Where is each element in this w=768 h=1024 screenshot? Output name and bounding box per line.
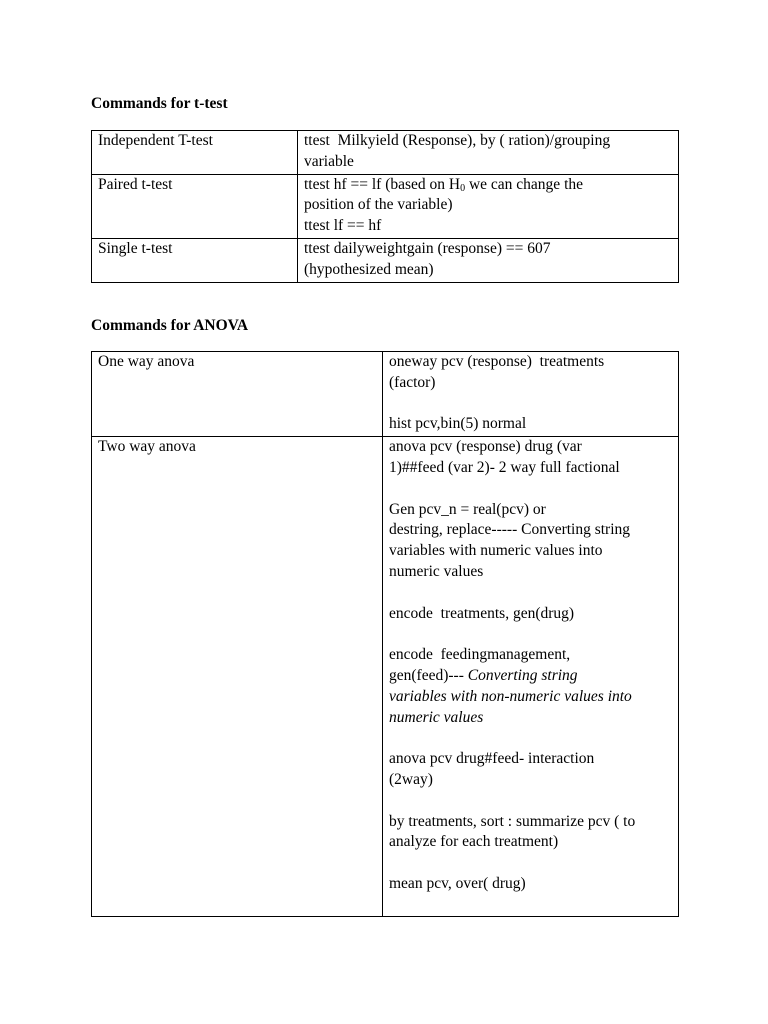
command-line: numeric values — [389, 562, 484, 580]
command-line: (hypothesized mean) — [304, 260, 434, 278]
command-line: by treatments, sort : summarize pcv ( to — [389, 812, 636, 830]
command-line: (2way) — [389, 770, 433, 788]
command-cell — [298, 131, 679, 175]
row-label: One way anova — [92, 352, 383, 437]
command-cell — [298, 238, 679, 282]
command-line: Gen pcv_n = real(pcv) or — [389, 500, 546, 518]
command-line: anova pcv drug#feed- interaction — [389, 750, 595, 768]
italic-note: Converting string — [467, 666, 578, 684]
command-line: hist pcv,bin(5) normal — [389, 415, 527, 433]
subscript-zero: 0 — [460, 182, 466, 194]
command-cell — [383, 437, 679, 917]
ttest-table — [91, 130, 679, 283]
table-row — [92, 352, 679, 437]
anova-table — [91, 351, 679, 917]
table-row — [92, 437, 679, 917]
command-line: analyze for each treatment) — [389, 833, 559, 851]
command-line: encode feedingmanagement, — [389, 646, 571, 664]
command-line: anova pcv (response) drug (var — [389, 438, 582, 456]
blank-line — [389, 624, 672, 645]
command-line: mean pcv, over( drug) — [389, 874, 526, 892]
command-line: destring, replace----- Converting string — [389, 521, 631, 539]
command-line: variables with numeric values into — [389, 542, 603, 560]
italic-note: numeric values — [389, 708, 484, 726]
command-line: position of the variable) — [304, 196, 453, 214]
blank-line — [389, 479, 672, 500]
row-label: Independent T-test — [92, 131, 298, 175]
row-label: Single t-test — [92, 238, 298, 282]
ttest-heading: Commands for t-test — [91, 95, 228, 112]
row-label: Two way anova — [92, 437, 383, 917]
command-line: (factor) — [389, 373, 436, 391]
row-label: Paired t-test — [92, 174, 298, 238]
command-text: gen(feed)--- — [389, 666, 468, 684]
blank-line — [389, 583, 672, 604]
command-text: ttest hf == lf (based on H — [304, 175, 461, 193]
table-row — [92, 238, 679, 282]
italic-note: variables with non-numeric values into — [389, 687, 632, 705]
command-line — [389, 666, 672, 687]
blank-line — [389, 728, 672, 749]
blank-line — [389, 791, 672, 812]
command-line: 1)##feed (var 2)- 2 way full factional — [389, 458, 620, 476]
command-cell — [383, 352, 679, 437]
table-row — [92, 174, 679, 238]
command-line: ttest Milkyield (Response), by ( ration)/grouping — [304, 132, 611, 149]
command-line: oneway pcv (response) treatments — [389, 353, 605, 370]
table-row — [92, 131, 679, 175]
command-line: variable — [304, 152, 354, 170]
command-line: encode treatments, gen(drug) — [389, 604, 575, 622]
blank-line — [389, 394, 672, 415]
command-text: we can change the — [465, 175, 584, 193]
command-line: ttest dailyweightgain (response) == 607 — [304, 239, 551, 257]
command-line — [304, 175, 672, 196]
blank-line — [389, 853, 672, 874]
command-cell — [298, 174, 679, 238]
anova-heading: Commands for ANOVA — [91, 317, 249, 334]
command-line: ttest lf == hf — [304, 217, 382, 235]
